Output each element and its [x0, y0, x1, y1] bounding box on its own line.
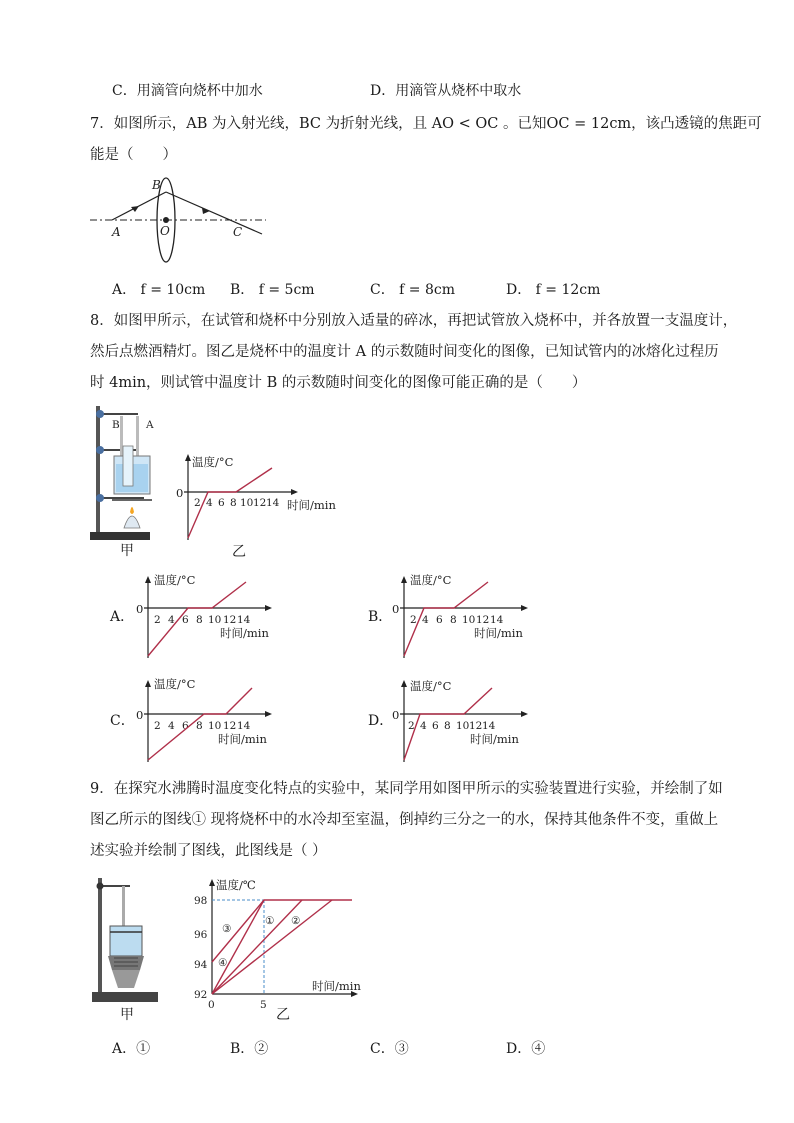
q8-yi-zero: 0	[176, 486, 184, 500]
svg-text:8: 8	[196, 720, 203, 732]
svg-text:10: 10	[462, 614, 476, 626]
svg-text:2: 2	[154, 720, 161, 732]
svg-text:98: 98	[194, 895, 208, 907]
q8-option-a[interactable]: A．	[110, 609, 135, 625]
q8-caption-yi: 乙	[232, 544, 246, 560]
svg-text:10: 10	[456, 720, 470, 732]
svg-text:温度/°C: 温度/°C	[410, 679, 452, 693]
q9-caption-jia: 甲	[120, 1007, 134, 1023]
svg-text:8: 8	[450, 614, 457, 626]
svg-text:0: 0	[392, 708, 400, 722]
label-a: A	[112, 225, 121, 239]
svg-text:2: 2	[410, 614, 417, 626]
q9-option-c[interactable]: C．③	[370, 1041, 409, 1057]
svg-text:6: 6	[182, 720, 189, 732]
svg-text:12: 12	[253, 497, 267, 509]
svg-text:温度/°C: 温度/°C	[154, 573, 196, 587]
label-o: O	[160, 224, 170, 238]
q8-stem-line1: 8．如图甲所示，在试管和烧杯中分别放入适量的碎冰，再把试管放入烧杯中，并各放置一支温度计，	[90, 313, 738, 329]
svg-text:8: 8	[196, 614, 203, 626]
q7-lens-diagram	[90, 172, 280, 268]
svg-text:2: 2	[154, 614, 161, 626]
q9-label-3: ③	[222, 923, 232, 935]
q9-option-b[interactable]: B．②	[230, 1041, 269, 1057]
svg-text:0: 0	[136, 602, 144, 616]
svg-text:96: 96	[194, 929, 208, 941]
q9-graph-yi	[192, 876, 372, 1012]
svg-text:4: 4	[168, 614, 175, 626]
svg-text:12: 12	[223, 720, 237, 732]
q9-xlabel: 时间/min	[312, 979, 361, 993]
optical-center-dot	[163, 217, 169, 223]
q8-stem-line2: 然后点燃酒精灯。图乙是烧杯中的温度计 A 的示数随时间变化的图像，已知试管内的冰熔化过程历	[90, 344, 719, 360]
q6-option-c[interactable]: C．用滴管向烧杯中加水	[112, 83, 263, 99]
q8-graph-option-b[interactable]	[392, 572, 556, 664]
svg-text:12: 12	[469, 720, 483, 732]
svg-text:8: 8	[230, 497, 237, 509]
q8-option-b[interactable]: B．	[368, 609, 393, 625]
q9-option-a[interactable]: A．①	[112, 1041, 151, 1057]
svg-text:8: 8	[444, 720, 451, 732]
q7-option-d[interactable]: D． f = 12cm	[506, 282, 601, 298]
q8-caption-jia: 甲	[120, 543, 134, 559]
q9-apparatus-jia	[90, 874, 162, 1006]
svg-text:0: 0	[136, 708, 144, 722]
svg-text:时间/min: 时间/min	[474, 626, 523, 640]
q7-option-c[interactable]: C． f = 8cm	[370, 282, 455, 298]
svg-text:温度/°C: 温度/°C	[410, 573, 452, 587]
q8-stem-line3: 时 4min，则试管中温度计 B 的示数随时间变化的图像可能正确的是（ ）	[90, 375, 587, 391]
q9-label-1: ①	[265, 915, 275, 927]
svg-text:14: 14	[266, 497, 280, 509]
q7-option-a[interactable]: A． f = 10cm	[112, 282, 206, 298]
svg-text:14: 14	[482, 720, 496, 732]
q8-apparatus-jia	[90, 404, 160, 560]
svg-text:12: 12	[223, 614, 237, 626]
svg-text:5: 5	[260, 999, 267, 1011]
q9-line-1	[212, 900, 302, 994]
q9-label-4: ④	[218, 957, 228, 969]
svg-text:14: 14	[237, 614, 251, 626]
q9-label-2: ②	[291, 915, 301, 927]
svg-text:6: 6	[436, 614, 443, 626]
svg-text:14: 14	[237, 720, 251, 732]
label-c: C	[233, 225, 243, 239]
svg-text:6: 6	[432, 720, 439, 732]
svg-text:时间/min: 时间/min	[220, 626, 269, 640]
svg-text:时间/min: 时间/min	[218, 732, 267, 746]
refracted-ray	[166, 192, 262, 234]
q8-graph-option-a[interactable]	[136, 572, 300, 664]
svg-text:4: 4	[206, 497, 213, 509]
q8-option-d[interactable]: D．	[368, 713, 394, 729]
q9-stem-line1: 9．在探究水沸腾时温度变化特点的实验中，某同学用如图甲所示的实验装置进行实验，并绘制了如	[90, 781, 723, 797]
svg-text:时间/min: 时间/min	[470, 732, 519, 746]
svg-text:温度/°C: 温度/°C	[154, 677, 196, 691]
svg-text:2: 2	[408, 720, 415, 732]
svg-text:92: 92	[194, 989, 208, 1001]
svg-text:2: 2	[194, 497, 201, 509]
q8-yi-xlabel: 时间/min	[287, 498, 336, 512]
q8-yi-ticks	[194, 497, 280, 509]
q8-option-c[interactable]: C．	[110, 713, 135, 729]
thermometer-a-label: A	[146, 419, 154, 431]
svg-text:10: 10	[240, 497, 254, 509]
svg-text:4: 4	[420, 720, 427, 732]
svg-text:0: 0	[208, 999, 215, 1011]
svg-text:12: 12	[476, 614, 490, 626]
svg-text:6: 6	[218, 497, 225, 509]
svg-text:4: 4	[168, 720, 175, 732]
thermometer-b-label: B	[112, 419, 120, 431]
svg-text:4: 4	[422, 614, 429, 626]
q9-line-3	[212, 900, 352, 962]
svg-text:10: 10	[208, 720, 222, 732]
q8-graph-yi	[170, 452, 345, 552]
q9-stem-line2: 图乙所示的图线① 现将烧杯中的水冷却至室温，倒掉约三分之一的水，保持其他条件不变，重做上	[90, 812, 719, 828]
q9-stem-line3: 述实验并绘制了图线，此图线是（ ）	[90, 843, 327, 859]
q7-stem-line2: 能是（ ）	[90, 147, 177, 163]
q9-ylabel: 温度/℃	[216, 878, 256, 892]
svg-text:0: 0	[392, 602, 400, 616]
q7-option-b[interactable]: B． f = 5cm	[230, 282, 315, 298]
label-b: B	[152, 178, 161, 192]
q8-graph-option-c[interactable]	[136, 676, 300, 768]
svg-text:6: 6	[182, 614, 189, 626]
q9-option-d[interactable]: D．④	[506, 1041, 546, 1057]
q6-option-d[interactable]: D．用滴管从烧杯中取水	[370, 83, 522, 99]
q9-caption-yi: 乙	[276, 1007, 290, 1023]
q8-yi-ylabel: 温度/°C	[192, 455, 234, 469]
svg-text:94: 94	[194, 959, 208, 971]
q8-graph-option-d[interactable]	[392, 676, 556, 768]
svg-text:14: 14	[490, 614, 504, 626]
q7-stem-line1: 7．如图所示，AB 为入射光线，BC 为折射光线，且 AO < OC 。已知OC = 12cm，该凸透镜的焦距可	[90, 116, 762, 132]
svg-text:10: 10	[208, 614, 222, 626]
